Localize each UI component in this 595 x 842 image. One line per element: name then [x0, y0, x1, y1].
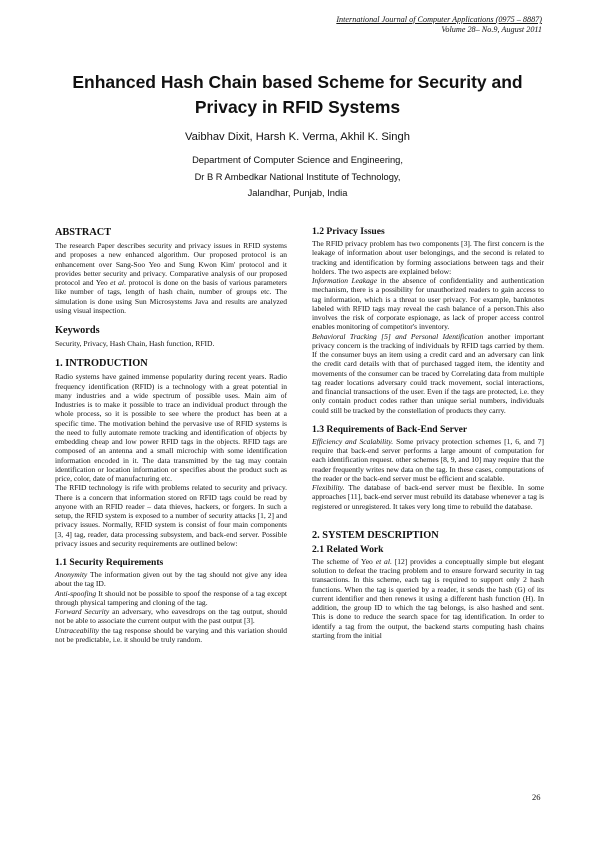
anonymity-term: Anonymity — [55, 570, 88, 579]
related-work-text-part-2: . [12] provides a conceptually simple but elegant solution to defeat the tracing problem and to ensure forward security in tag transactions. In this scheme, each tag is required to support only 2 hash functions. When the tag is queried by a reader, it sends the hash (G) of its current identifier and then renews it using a different hash function (H). In addition, the group ID to which the tag belongs, is also hashed and sent. This is done to reduce the search space for tag identification. In order to identify a tag from the output, the backend starts computing hash chains starting from the initial — [312, 556, 544, 640]
introduction-paragraph-1: Radio systems have gained immense popularity during recent years. Radio frequency identification (RFID) is a technology with a great potential in many industries and a wide spectrum of possible uses. Main aim of Industries is to make it possible to trace an individual product through the whole process, so it is possible to see where the product has been at a specific time. The motivation behind the pervasive use of RFID systems is the need to fully automate remote tracking and identification of objects by embedding cheap and low power RFID tags in the objects. RFID tags are composed of an antenna and a small microchip with some identification information encoded in it. The data transmitted by the tag may contain identification or location information or specifies about the product such as price, color, date of manufacturing etc. — [55, 372, 287, 483]
affiliation-line-1: Department of Computer Science and Engineering, — [192, 155, 403, 165]
anonymity-text: The information given out by the tag should not give any idea about the tag ID. — [55, 570, 287, 589]
journal-name: International Journal of Computer Applications (0975 – 8887) — [336, 15, 542, 24]
forward-security-item — [55, 607, 287, 626]
flexibility-term: Flexibility. — [312, 483, 345, 492]
affiliation-line-3: Jalandhar, Punjab, India — [247, 188, 348, 198]
forward-security-text: an adversary, who eavesdrops on the tag output, should not be able to associate the current output with the past output [3]. — [55, 607, 288, 626]
title-line-2: Privacy in RFID Systems — [194, 97, 401, 117]
introduction-heading: 1. INTRODUCTION — [55, 358, 148, 370]
keywords-text: Security, Privacy, Hash Chain, Hash function, RFID. — [55, 339, 215, 348]
forward-security-term: Forward Security — [55, 607, 110, 616]
journal-header — [336, 15, 542, 35]
anti-spoofing-term: Anti-spoofing — [55, 588, 97, 598]
information-leakage-text: in the absence of confidentiality and authentication mechanism, there is a possibility for unauthorized readers to gain access to tag information, which is a threat to user privacy. For example, banknotes labeled with RFID tags may reveal the cash balance of a person.This also involves the risk of corporate espionage, as lack of proper access control enables monitoring of competitor's inventory. — [312, 276, 544, 332]
privacy-issues-intro: The RFID privacy problem has two components [3]. The first concern is the leakage of information about user belongings, and the second is related to tracking and identification by forming associations between tags and their holders. The two aspects are explained below: — [312, 239, 544, 276]
untraceability-text: the tag response should be varying and this variation should not be predictable, i.e. it should be truly random. — [55, 625, 287, 644]
information-leakage-term: Information Leakage — [312, 276, 378, 285]
affiliation — [40, 152, 555, 202]
anonymity-item — [55, 570, 287, 589]
abstract-text-part-2: . protocol is done on the basis of various parameters like number of tags, length of hash chain, number of groups etc. The simulation is done using Sun Microsystems Java and results are analyzed using visual inspection. — [55, 278, 287, 315]
paper-title — [40, 70, 555, 120]
information-leakage-item — [312, 276, 544, 332]
behavioral-tracking-term: Behavioral Tracking [5] and Personal Identification — [312, 331, 484, 341]
authors: Vaibhav Dixit, Harsh K. Verma, Akhil K. Singh — [185, 131, 410, 143]
efficiency-text: Some privacy protection schemes [1, 6, and 7] require that back-end server performs a large amount of computation for each identification request. other schemes [8, 9, and 10] may require that the reader frequently writes new data on the tag. In these cases, computations of the reader or the back-end server must be efficient and scalable. — [312, 436, 545, 483]
page-number: 26 — [532, 792, 541, 802]
journal-volume: Volume 28– No.9, August 2011 — [441, 25, 542, 34]
efficiency-item — [312, 437, 544, 483]
untraceability-term: Untraceability — [55, 625, 100, 635]
abstract-heading: ABSTRACT — [55, 227, 112, 238]
right-column — [312, 226, 544, 640]
affiliation-line-2: Dr B R Ambedkar National Institute of Technology, — [194, 171, 401, 182]
related-work-heading: 2.1 Related Work — [312, 543, 384, 555]
left-column — [55, 226, 287, 644]
keywords-heading: Keywords — [55, 325, 100, 336]
related-work-text — [312, 557, 544, 640]
abstract-text — [55, 241, 287, 315]
related-work-text-part-1: The scheme of Yeo — [312, 556, 376, 566]
abstract-et-al: et al — [110, 278, 125, 287]
backend-requirements-heading: 1.3 Requirements of Back-End Server — [312, 423, 468, 435]
anti-spoofing-text: It should not be possible to spoof the response of a tag except through physical tampering and cloning of the tag. — [55, 588, 287, 607]
abstract-text-part-1: The research Paper describes security and privacy issues in RFID systems and proposes a new enhanced algorithm. Our proposed protocol is an enhancement over Sang-Soo Yeo and Sung Kwon Kim' protocol and it provides better security and privacy. Comparative analysis of our proposed protocol and Yeo — [55, 241, 287, 287]
behavioral-tracking-text: another important privacy concern is the tracking of individuals by RFID tags carried by them. If the consumer buys an item using a credit card and an adversary can link the credit card details with that of purchased tagged item, the identity and movements of the consumer can be traced by Correlating data from multiple tag reader locations adversary could track movement, social interactions, and financial transactions of the user. Even if the tags are protected, i.e. they only contain product codes rather than unique serial numbers, individuals could still be tracked by the constellation of products they carry. — [312, 331, 544, 415]
untraceability-item — [55, 626, 287, 645]
introduction-paragraph-2: The RFID technology is rife with problems related to security and privacy. There is a concern that information stored on RFID tags could be read by anyone with an RFID reader – data thieves, hackers, or forgers. In such a setup, the RFID system is exposed to a number of security attacks [1, 2] and privacy issues. Normally, RFID system is consist of four main components [3, 4] tag, reader, data processing subsystem, and back-end server. Possible privacy issues and security requirements are outlined below: — [55, 483, 287, 548]
behavioral-tracking-item — [312, 332, 544, 415]
flexibility-item — [312, 483, 544, 511]
system-description-heading: 2. SYSTEM DESCRIPTION — [312, 529, 439, 541]
efficiency-term: Efficiency and Scalability. — [312, 436, 394, 446]
anti-spoofing-item — [55, 589, 287, 608]
related-work-et-al: et al — [375, 556, 390, 566]
security-requirements-heading: 1.1 Security Requirements — [55, 557, 164, 568]
privacy-issues-heading: 1.2 Privacy Issues — [312, 226, 385, 237]
flexibility-text: The database of back-end server must be flexible. In some approaches [11], back-end server must rebuild its database whenever a tag is registered or unregistered. It takes very long time to rebuild the database. — [312, 483, 544, 511]
title-line-1: Enhanced Hash Chain based Scheme for Security and — [72, 72, 523, 92]
